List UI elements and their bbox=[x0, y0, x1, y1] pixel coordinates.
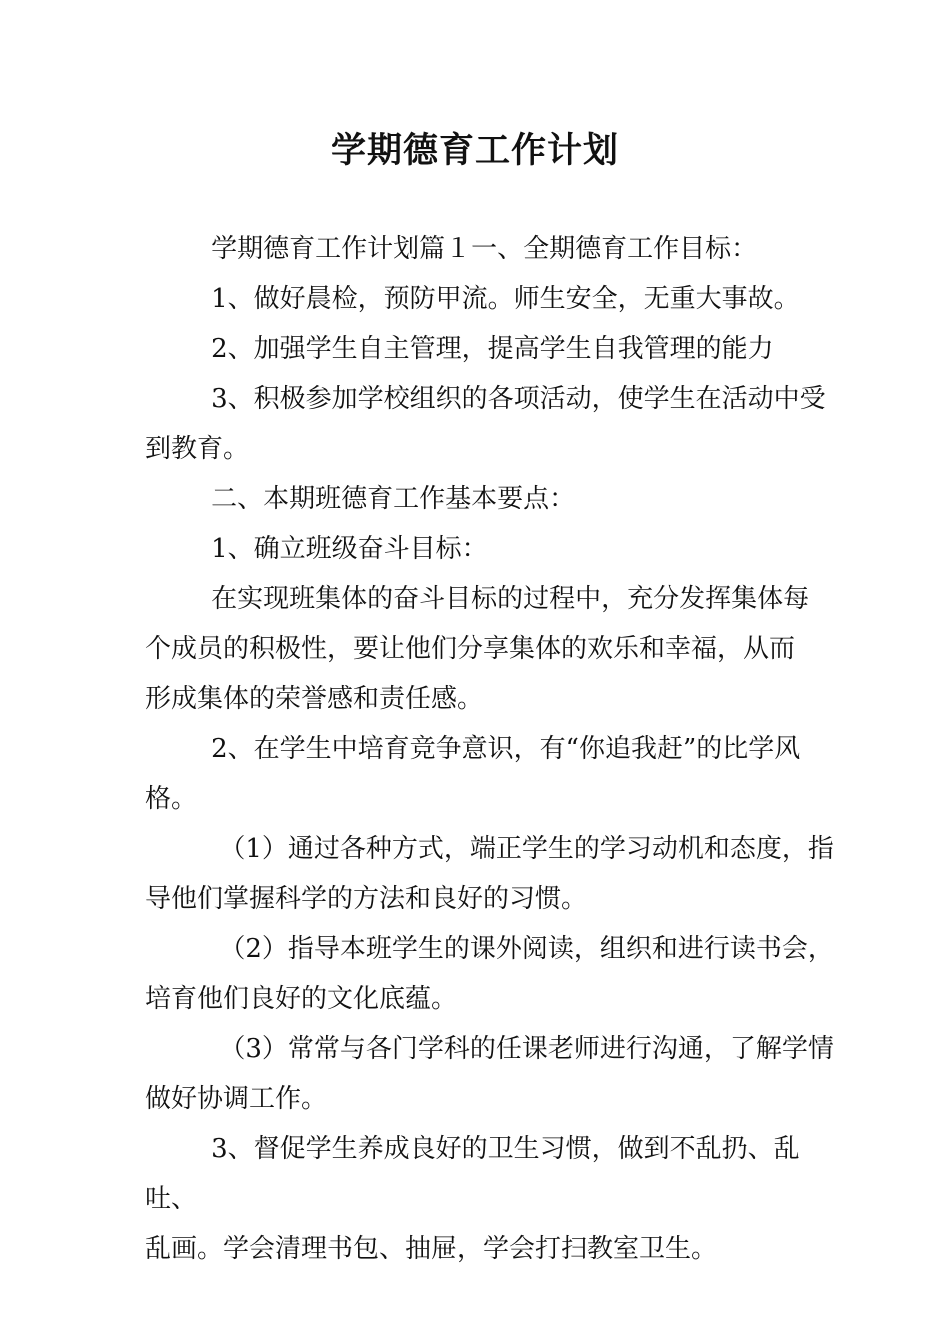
paragraph: 2、加强学生自主管理，提高学生自我管理的能力 bbox=[145, 334, 774, 364]
paragraph: 2、在学生中培育竞争意识，有“你追我赶”的比学风 格。 bbox=[145, 734, 801, 814]
paragraph: 学期德育工作计划篇１一、全期德育工作目标： bbox=[145, 234, 758, 264]
paragraph: 二、本期班德育工作基本要点： bbox=[145, 484, 576, 514]
paragraph: 1、确立班级奋斗目标： bbox=[145, 534, 488, 564]
paragraph: 1、做好晨检，预防甲流。师生安全，无重大事故。 bbox=[145, 284, 800, 314]
paragraph: （1）通过各种方式，端正学生的学习动机和态度，指 导他们掌握科学的方法和良好的习惯。 bbox=[145, 834, 834, 914]
page-title: 学期德育工作计划 bbox=[330, 131, 619, 171]
document-body bbox=[145, 224, 835, 1274]
paragraph: （2）指导本班学生的课外阅读，组织和进行读书会， 培育他们良好的文化底蕴。 bbox=[145, 934, 834, 1014]
paragraph: （3）常常与各门学科的任课老师进行沟通，了解学情 做好协调工作。 bbox=[145, 1034, 834, 1114]
paragraph: 3、督促学生养成良好的卫生习惯，做到不乱扔、乱吐、 乱画。学会清理书包、抽屉，学会打扫教室卫生。 bbox=[145, 1134, 800, 1264]
paragraph: 在实现班集体的奋斗目标的过程中，充分发挥集体每 个成员的积极性，要让他们分享集体的欢乐和幸福，从而 形成集体的荣誉感和责任感。 bbox=[145, 584, 810, 714]
paragraph: 3、积极参加学校组织的各项活动，使学生在活动中受 到教育。 bbox=[145, 384, 826, 464]
